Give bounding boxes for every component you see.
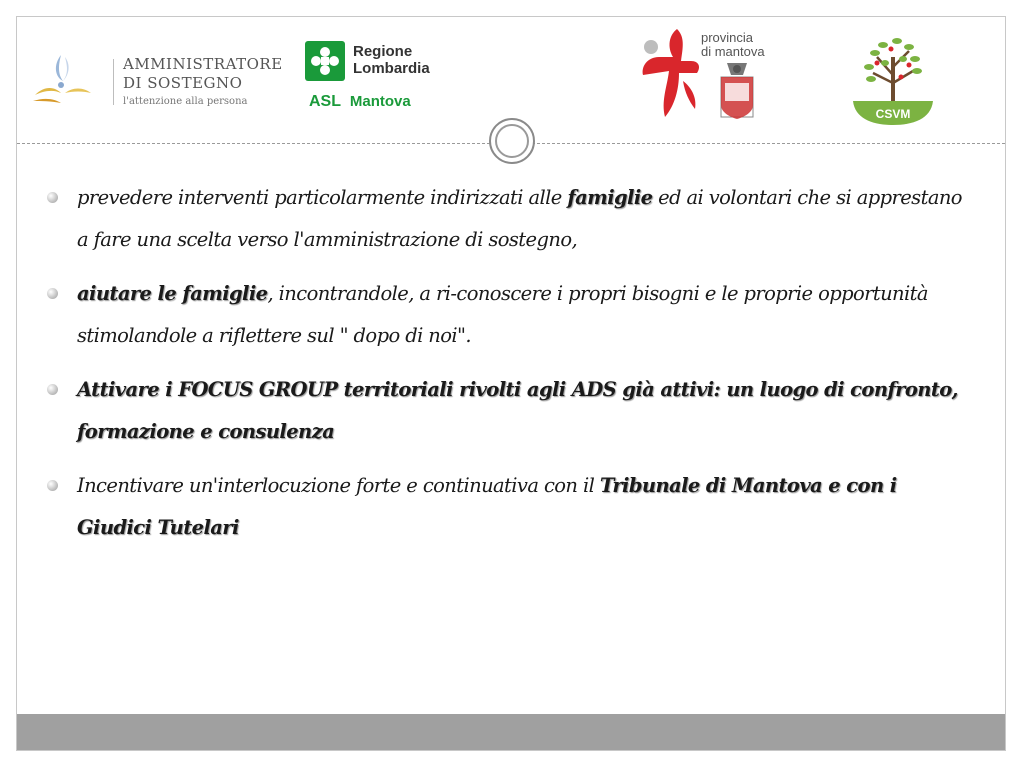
csvm-logo [847,27,939,127]
asl-mantova-label [309,93,411,111]
amministratore-di-sostegno-icon [31,51,95,111]
bullet-item-2 [47,273,977,357]
bullet-2-text-c: , incontrandole, a ri-conoscere i propri bisogni e le proprie opportunità stimolandole a riflettere sul " dopo di noi". [77,282,928,347]
regione-label: Regione [353,43,413,60]
divider-ring-ornament [489,118,535,164]
ads-logo [31,51,283,111]
provincia-mantova-logo [639,27,769,127]
bullet-item-1 [47,177,977,261]
ads-title-line1: AMMINISTRATORE [123,55,283,73]
asl-label: ASL [309,93,341,110]
bullet-4-text-a: Incentivare un'interlocuzione forte e continuativa con il [77,474,600,497]
bullet-1-text-a: prevedere interventi particolarmente indirizzati alle [77,186,568,209]
bullet-dot [47,384,58,395]
slide [16,16,1006,751]
bullet-1-text-c: ed ai volontari che si apprestano a fare una scelta verso l'amministrazione di sostegno, [77,186,962,251]
lombardia-label: Lombardia [353,60,430,77]
csvm-label: CSVM [875,107,911,121]
logo-separator [113,59,114,105]
ads-tagline: l'attenzione alla persona [123,96,248,107]
bullet-1-text-bold: famiglie [567,186,653,209]
bullet-3-text-bold: Attivare i FOCUS GROUP territoriali rivolti agli ADS già attivi: un luogo di confronto, formazione e consulenza [77,378,958,443]
ads-title-line2: DI SOSTEGNO [123,74,243,92]
bullet-dot [47,288,58,299]
bullet-2-text-bold: aiutare le famiglie [77,282,268,305]
bullet-item-3 [47,369,977,453]
provincia-text [701,31,765,59]
provincia-line1: provincia [701,30,754,45]
bullet-item-4 [47,465,977,549]
csvm-tree-icon [847,27,939,127]
provincia-line2: di mantova [701,44,765,59]
bullet-4-text-bold: Tribunale di Mantova e con i Giudici Tutelari [77,474,897,539]
bullet-list [47,177,977,561]
footer-bar [17,714,1005,750]
bullet-dot [47,192,58,203]
regione-lombardia-logo [305,41,455,117]
bullet-dot [47,480,58,491]
mantova-label: Mantova [349,93,411,110]
regione-lombardia-cross-icon [305,41,345,81]
